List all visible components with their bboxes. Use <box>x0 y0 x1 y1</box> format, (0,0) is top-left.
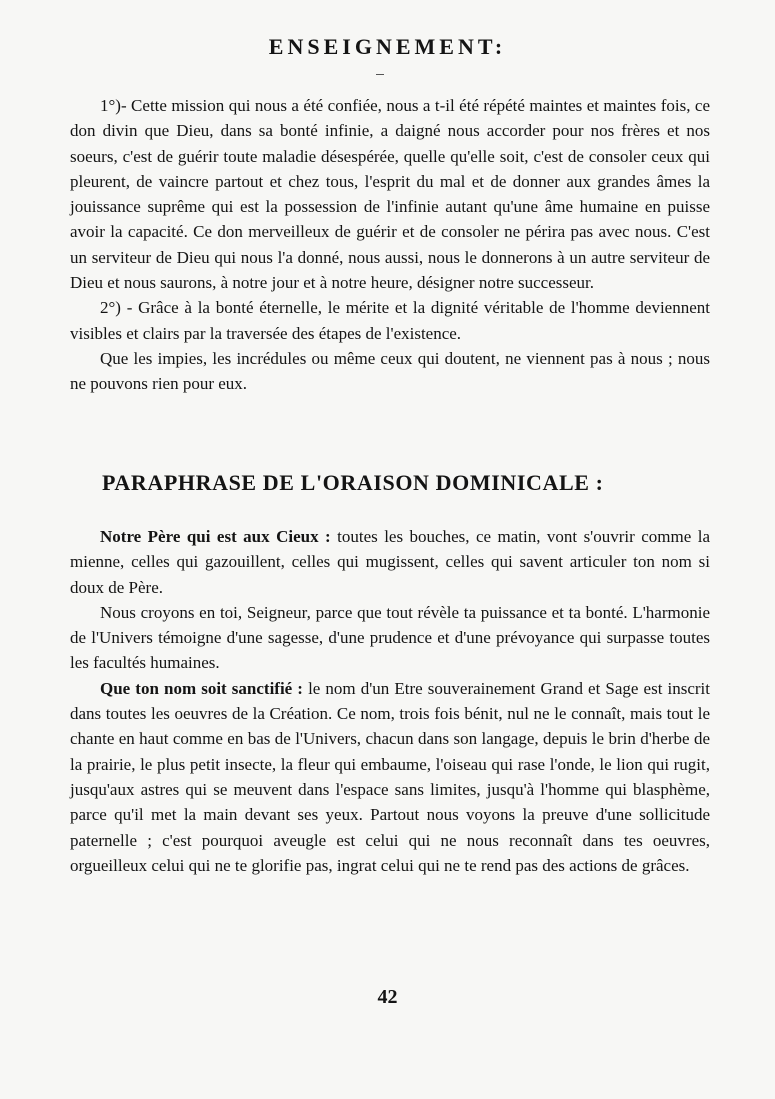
paragraph-1: 1°)- Cette mission qui nous a été confiée, nous a t-il été répété maintes et maintes fois, ce don divin que Dieu, dans sa bonté infinie, a daigné nous accorder pour nos frères et nos soeurs, c'est de guérir toute maladie désespérée, quelle qu'elle soit, c'est de consoler ceux qui pleurent, de vaincre partout et chez tous, l'esprit du mal et de donner aux grandes âmes la jouissance suprême qui est la possession de l'infinie autant qu'une âme humaine en puisse avoir la capacité. Ce don merveilleux de guérir et de consoler ne périra pas avec nous. C'est un serviteur de Dieu qui nous l'a donné, nous aussi, nous le donnerons à un autre serviteur de Dieu et nous saurons, à notre jour et à notre heure, désigner notre successeur. <box>70 96 710 293</box>
lead-notre-pere: Notre Père qui est aux Cieux : <box>100 527 331 546</box>
paragraph-2: 2°) - Grâce à la bonté éternelle, le mérite et la dignité véritable de l'homme deviennent visibles et clairs par la traversée des étapes de l'existence. <box>70 298 710 343</box>
separator-mark <box>376 74 384 75</box>
paragraph-3: Que les impies, les incrédules ou même ceux qui doutent, ne viennent pas à nous ; nous ne pouvons rien pour eux. <box>70 348 710 394</box>
paragraph-sanctifie <box>70 676 710 878</box>
text-notre-pere: toutes les bouches, ce matin, vont s'ouvrir comme la mienne, celles qui gazouillent, celles qui mugissent, celles qui savent articuler ton nom si doux de Père. <box>70 527 710 597</box>
section-heading-paraphrase: PARAPHRASE DE L'ORAISON DOMINICALE : <box>102 470 604 495</box>
text-sanctifie: le nom d'un Etre souverainement Grand et Sage est inscrit dans toutes les oeuvres de la Création. Ce nom, trois fois bénit, nul ne le connaît, mais tout le chante en haut comme en bas de l'Univers, chacun dans son langage, depuis le brin d'herbe de la prairie, le plus petit insecte, la fleur qui embaume, l'oiseau qui rase l'onde, le lion qui rugit, jusqu'aux astres qui se meuvent dans l'espace sans limites, jusqu'à l'homme qui blasphème, parce qu'il met la main devant ses yeux. Partout nous voyons la preuve d'une sollicitude paternelle ; c'est pourquoi aveugle est celui qui ne nous reconnaît dans tes oeuvres, orgueilleux celui qui ne te glorifie pas, ingrat celui qui ne te rend pas des actions de grâces. <box>70 678 711 875</box>
section-heading-enseignement: ENSEIGNEMENT: <box>268 34 507 59</box>
paragraph-notre-pere <box>70 524 710 600</box>
paragraph-nous-croyons: Nous croyons en toi, Seigneur, parce que tout révèle ta puissance et ta bonté. L'harmonie de l'Univers témoigne d'une sagesse, d'une prudence et d'une prévoyance qui surpasse toutes les facultés humaines. <box>70 602 710 673</box>
paraphrase-body <box>70 524 710 878</box>
lead-sanctifie: Que ton nom soit sanctifié : <box>100 678 303 698</box>
enseignement-body <box>70 93 710 397</box>
page-number: 42 <box>377 986 398 1008</box>
